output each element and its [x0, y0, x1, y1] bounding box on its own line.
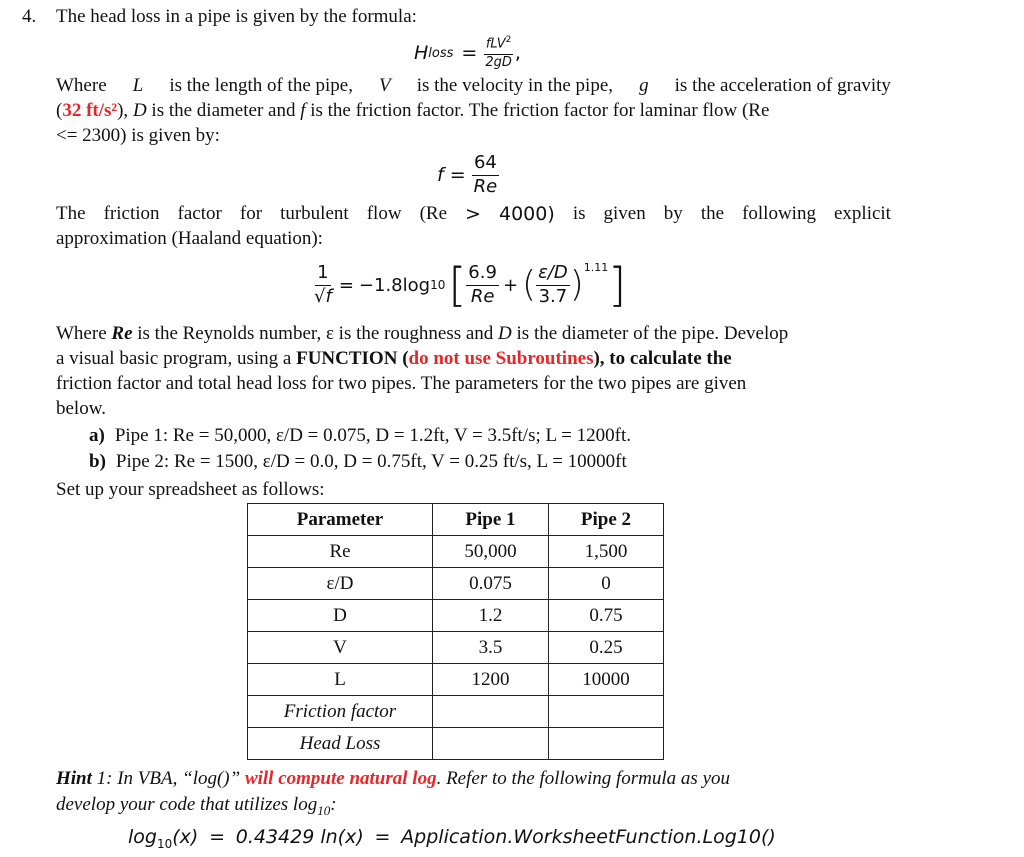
question-number: 4.	[22, 6, 37, 27]
laminar-fraction: $\frac{64}{Re}$	[473, 151, 498, 197]
para3-line1: Where Re is the Reynolds number, ε is the roughness and D is the diameter of the pipe. Develop	[56, 323, 789, 344]
para3-line3: friction factor and total head loss for two pipes. The parameters for the two pipes are given	[56, 373, 747, 394]
haaland-formula: $\frac{1}{√f}$ = −1.8log 10 [ $\frac{6.9}{Re}$ + ( $\frac{\varepsilon/D}{3.7}$ ) $^{1.11}$ ]	[314, 258, 627, 312]
laminar-formula: f = $\frac{64}{Re}$	[437, 151, 498, 197]
paren-close: )	[569, 264, 584, 305]
table-cell	[549, 728, 664, 760]
hint-line2: develop your code that utilizes $\log_{10}$:	[56, 794, 337, 818]
paren-open: (	[522, 264, 537, 305]
table-cell: 0.75	[549, 600, 664, 632]
table-row	[248, 696, 664, 728]
natural-log-warning: will compute natural log	[244, 768, 437, 789]
para1-line2: (32 ft/s²), D is the diameter and f is the friction factor. The friction factor for laminar flow (Re	[56, 100, 770, 121]
table-cell: 1200	[433, 664, 549, 696]
table-row	[248, 632, 664, 664]
table-cell: Head Loss	[248, 728, 433, 760]
table-row	[248, 600, 664, 632]
headloss-formula	[414, 30, 521, 76]
hint-label: Hint	[56, 768, 92, 789]
headloss-lhs: H	[414, 42, 429, 64]
headloss-lhs-sub: loss	[428, 45, 454, 61]
headloss-comma: ,	[514, 42, 521, 64]
table-cell: 10000	[549, 664, 664, 696]
table-row	[248, 664, 664, 696]
table-cell	[433, 696, 549, 728]
table-cell: V	[248, 632, 433, 664]
table-cell: ε/D	[248, 568, 433, 600]
intro-text: The head loss in a pipe is given by the formula:	[56, 6, 417, 27]
haaland-exponent: 1.11	[583, 260, 609, 274]
pipe-item-a: a) Pipe 1: Re = 50,000, ε/D = 0.075, D = 1.2ft, V = 3.5ft/s; L = 1200ft.	[89, 425, 631, 446]
para2-line1: The friction factor for turbulent flow (Re > 4000) is given by the following explicit	[56, 203, 891, 225]
table-cell: 50,000	[433, 536, 549, 568]
table-cell: L	[248, 664, 433, 696]
do-not-use-subroutines: do not use Subroutines	[408, 348, 594, 369]
table-row	[248, 728, 664, 760]
para3-line4: below.	[56, 398, 106, 419]
table-cell: 0.075	[433, 568, 549, 600]
table-cell	[433, 728, 549, 760]
log-formula: $\log_{10}(x) = 0.43429$ ln(x) = Application.WorksheetFunction.Log10()	[128, 826, 776, 851]
headloss-fraction	[483, 35, 514, 70]
parameters-table	[247, 503, 664, 760]
haaland-term2: $\frac{\varepsilon/D}{3.7}$	[538, 261, 568, 307]
header-parameter: Parameter	[248, 504, 433, 536]
bracket-close: ]	[608, 258, 627, 312]
headloss-numerator: fLV$^2$	[484, 35, 514, 54]
table-row	[248, 536, 664, 568]
table-cell	[549, 696, 664, 728]
haaland-lhs: $\frac{1}{√f}$	[314, 261, 332, 307]
table-header-row	[248, 504, 664, 536]
headloss-equals: =	[461, 42, 478, 64]
haaland-term1: $\frac{6.9}{Re}$	[468, 261, 497, 307]
table-row	[248, 568, 664, 600]
table-cell: Friction factor	[248, 696, 433, 728]
pipe-item-b: b) Pipe 2: Re = 1500, ε/D = 0.0, D = 0.75ft, V = 0.25 ft/s, L = 10000ft	[89, 451, 627, 472]
gravity-value: 32 ft/s²	[62, 100, 118, 121]
table-cell: 1.2	[433, 600, 549, 632]
hint-line1: Hint 1: In VBA, “log()” will compute natural log. Refer to the following formula as you	[56, 768, 731, 789]
table-cell: 3.5	[433, 632, 549, 664]
setup-text: Set up your spreadsheet as follows:	[56, 479, 325, 500]
table-cell: 0.25	[549, 632, 664, 664]
header-pipe2: Pipe 2	[549, 504, 664, 536]
para1-line3: <= 2300) is given by:	[56, 125, 220, 146]
para1-line1: Where L is the length of the pipe, V is the velocity in the pipe, g is the acceleration of gravity	[56, 75, 891, 96]
table-cell: D	[248, 600, 433, 632]
table-cell: 0	[549, 568, 664, 600]
headloss-denominator: 2gD	[485, 54, 512, 70]
bracket-open: [	[448, 258, 467, 312]
table-cell: 1,500	[549, 536, 664, 568]
table-cell: Re	[248, 536, 433, 568]
para2-line2: approximation (Haaland equation):	[56, 228, 323, 249]
header-pipe1: Pipe 1	[433, 504, 549, 536]
para3-line2: a visual basic program, using a FUNCTION (do not use Subroutines), to calculate the	[56, 348, 732, 369]
